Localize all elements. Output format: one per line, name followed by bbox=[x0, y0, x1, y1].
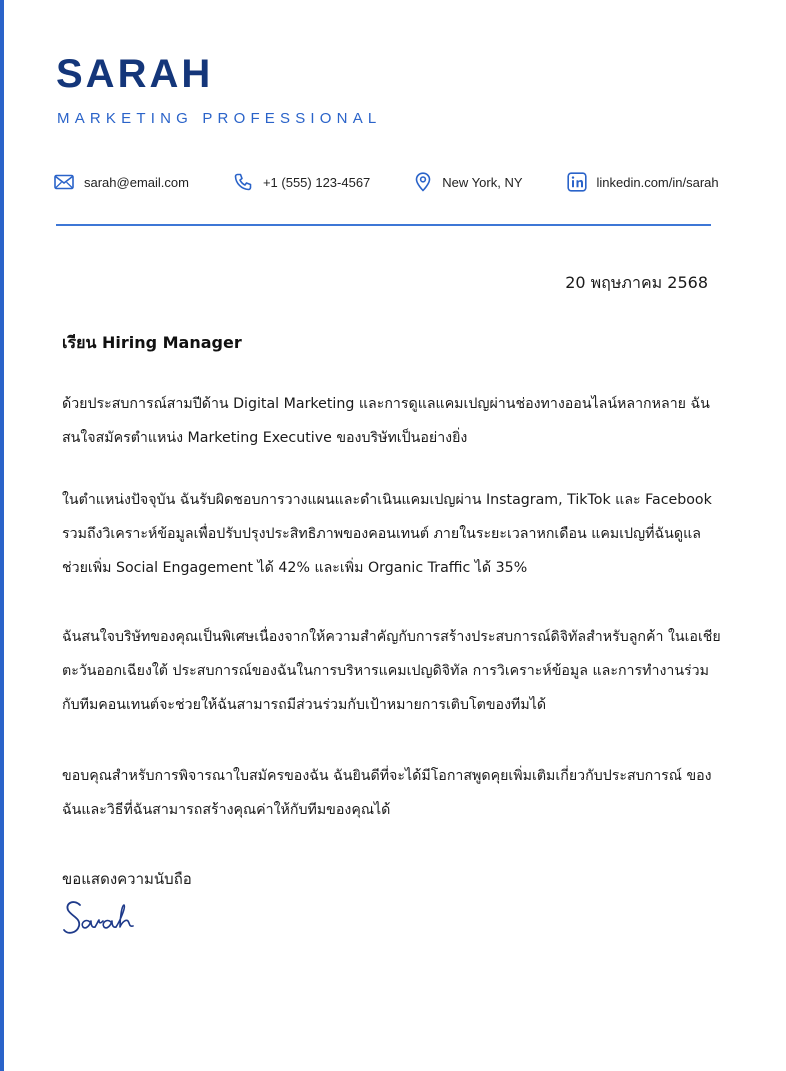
body-paragraph: ในตำแหน่งปัจจุบัน ฉันรับผิดชอบการวางแผนและดำเนินแคมเปญผ่าน Instagram, TikTok และ Facebook รวมถึงวิเคราะห์ข้อมูลเพื่อปรับปรุงประสิทธิภาพของคอนเทนต์ ภายในระยะเวลาหกเดือน แคมเปญที่ฉันดูแลช่วยเพิ่ม Social Engagement ได้ 42% และเพิ่ม Organic Traffic ได้ 35% bbox=[62, 492, 712, 576]
contact-location bbox=[414, 172, 522, 192]
linkedin-icon bbox=[567, 172, 587, 192]
salutation: เรียน Hiring Manager bbox=[62, 333, 242, 352]
closing: ขอแสดงความนับถือ bbox=[62, 870, 192, 888]
contact-linkedin[interactable] bbox=[567, 172, 719, 192]
body-paragraph: ด้วยประสบการณ์สามปีด้าน Digital Marketing และการดูแลแคมเปญผ่านช่องทางออนไลน์หลากหลาย ฉันสนใจสมัครตำแหน่ง Marketing Executive ของบริษัทเป็นอย่างยิ่ง bbox=[62, 396, 710, 446]
location-pin-icon bbox=[414, 172, 432, 192]
contact-row bbox=[54, 166, 719, 198]
body-paragraph: ขอบคุณสำหรับการพิจารณาใบสมัครของฉัน ฉันยินดีที่จะได้มีโอกาสพูดคุยเพิ่มเติมเกี่ยวกับประสบการณ์ ของฉันและวิธีที่ฉันสามารถสร้างคุณค่าให้กับทีมของคุณได้ bbox=[62, 768, 712, 818]
header-divider bbox=[56, 224, 711, 226]
applicant-name: SARAH bbox=[56, 52, 214, 96]
location-text: New York, NY bbox=[442, 174, 523, 190]
applicant-title: MARKETING PROFESSIONAL bbox=[57, 110, 382, 127]
linkedin-text: linkedin.com/in/sarah bbox=[596, 174, 719, 190]
mail-icon bbox=[54, 174, 74, 190]
body-paragraph: ฉันสนใจบริษัทของคุณเป็นพิเศษเนื่องจากให้ความสำคัญกับการสร้างประสบการณ์ดิจิทัลสำหรับลูกค้า ในเอเชียตะวันออกเฉียงใต้ ประสบการณ์ของฉันในการบริหารแคมเปญดิจิทัล การวิเคราะห์ข้อมูล และการทำงานร่วมกับทีมคอนเทนต์จะช่วยให้ฉันสามารถมีส่วนร่วมกับเป้าหมายการเติบโตของทีมได้ bbox=[62, 629, 721, 713]
phone-icon bbox=[233, 172, 253, 192]
letter-date: 20 พฤษภาคม 2568 bbox=[565, 273, 708, 292]
left-accent-bar bbox=[0, 0, 4, 1071]
contact-phone[interactable] bbox=[233, 172, 370, 192]
contact-email[interactable] bbox=[54, 174, 189, 190]
phone-text: +1 (555) 123-4567 bbox=[262, 174, 371, 190]
email-text: sarah@email.com bbox=[84, 174, 189, 190]
handwritten-signature bbox=[60, 893, 160, 943]
